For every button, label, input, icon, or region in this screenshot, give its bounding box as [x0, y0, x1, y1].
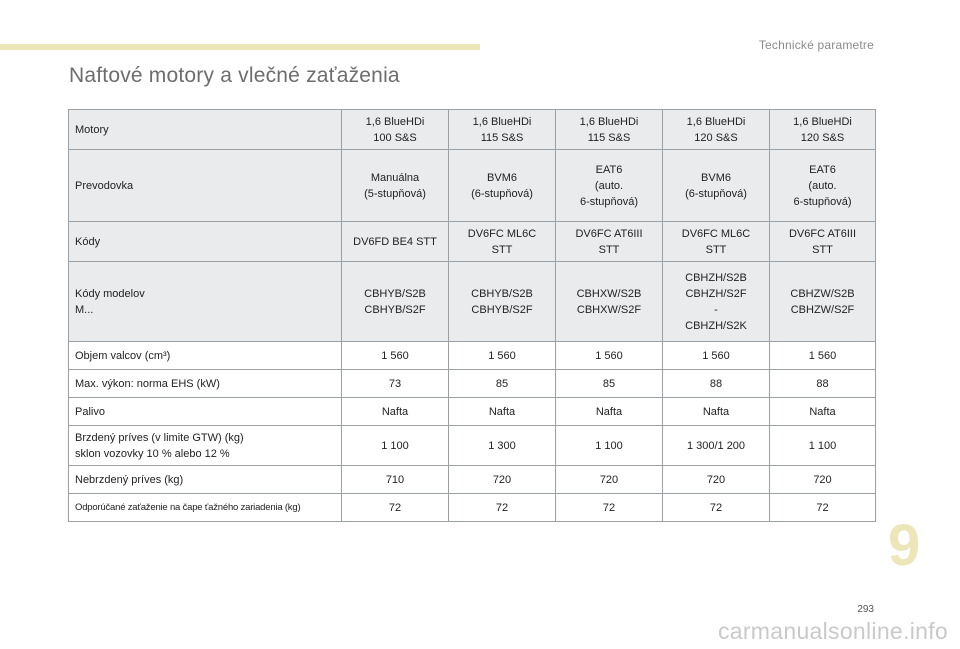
cell-value: BVM6 (6-stupňová)	[449, 150, 556, 222]
watermark: carmanualsonline.info	[717, 618, 948, 644]
cell-value: Nafta	[556, 398, 663, 426]
cell-value: 1 560	[770, 342, 876, 370]
row-unbraked-trailer	[69, 466, 876, 494]
row-label: Objem valcov (cm³)	[69, 342, 342, 370]
cell-value: 720	[770, 466, 876, 494]
cell-value: 88	[663, 370, 770, 398]
cell-value: 88	[770, 370, 876, 398]
row-fuel	[69, 398, 876, 426]
row-label: Kódy	[69, 222, 342, 262]
cell-value: CBHZH/S2B CBHZH/S2F - CBHZH/S2K	[663, 262, 770, 342]
row-label: Palivo	[69, 398, 342, 426]
cell-value: 1 100	[770, 426, 876, 466]
row-max-power	[69, 370, 876, 398]
row-model-codes	[69, 262, 876, 342]
engine-spec-table	[68, 109, 876, 522]
section-label: Technické parametre	[758, 38, 874, 52]
cell-value: 72	[663, 494, 770, 522]
cell-value: EAT6 (auto. 6-stupňová)	[770, 150, 876, 222]
cell-value: 73	[342, 370, 449, 398]
cell-value: 1,6 BlueHDi 100 S&S	[342, 110, 449, 150]
cell-value: 720	[449, 466, 556, 494]
cell-value: Nafta	[342, 398, 449, 426]
row-label: Nebrzdený príves (kg)	[69, 466, 342, 494]
row-gearbox	[69, 150, 876, 222]
cell-value: 1,6 BlueHDi 115 S&S	[556, 110, 663, 150]
row-codes	[69, 222, 876, 262]
cell-value: 710	[342, 466, 449, 494]
page-title: Naftové motory a vlečné zaťaženia	[69, 64, 400, 87]
cell-value: 85	[556, 370, 663, 398]
row-label: Brzdený príves (v limite GTW) (kg) sklon vozovky 10 % alebo 12 %	[69, 426, 342, 466]
top-accent-bar	[0, 44, 480, 50]
cell-value: 1 300	[449, 426, 556, 466]
cell-value: Nafta	[449, 398, 556, 426]
cell-value: CBHXW/S2B CBHXW/S2F	[556, 262, 663, 342]
cell-value: 72	[770, 494, 876, 522]
cell-value: 72	[449, 494, 556, 522]
cell-value: BVM6 (6-stupňová)	[663, 150, 770, 222]
cell-value: DV6FC ML6C STT	[663, 222, 770, 262]
row-label: Odporúčané zaťaženie na čape ťažného zariadenia (kg)	[69, 494, 342, 522]
row-braked-trailer	[69, 426, 876, 466]
cell-value: EAT6 (auto. 6-stupňová)	[556, 150, 663, 222]
cell-value: 720	[556, 466, 663, 494]
row-label: Prevodovka	[69, 150, 342, 222]
row-label: Motory	[69, 110, 342, 150]
cell-value: 1 100	[556, 426, 663, 466]
cell-value: 1 300/1 200	[663, 426, 770, 466]
cell-value: Nafta	[770, 398, 876, 426]
cell-value: 72	[556, 494, 663, 522]
cell-value: 72	[342, 494, 449, 522]
cell-value: CBHYB/S2B CBHYB/S2F	[449, 262, 556, 342]
cell-value: 1 560	[342, 342, 449, 370]
cell-value: DV6FD BE4 STT	[342, 222, 449, 262]
cell-value: 720	[663, 466, 770, 494]
row-displacement	[69, 342, 876, 370]
cell-value: 1,6 BlueHDi 115 S&S	[449, 110, 556, 150]
cell-value: 1 560	[449, 342, 556, 370]
cell-value: Nafta	[663, 398, 770, 426]
cell-value: 1 560	[663, 342, 770, 370]
cell-value: DV6FC AT6III STT	[770, 222, 876, 262]
row-hitch-load	[69, 494, 876, 522]
row-engines	[69, 110, 876, 150]
cell-value: 85	[449, 370, 556, 398]
cell-value: CBHZW/S2B CBHZW/S2F	[770, 262, 876, 342]
cell-value: DV6FC ML6C STT	[449, 222, 556, 262]
chapter-number: 9	[888, 513, 921, 578]
cell-value: CBHYB/S2B CBHYB/S2F	[342, 262, 449, 342]
row-label: Kódy modelov M...	[69, 262, 342, 342]
cell-value: Manuálna (5-stupňová)	[342, 150, 449, 222]
cell-value: 1 560	[556, 342, 663, 370]
page-number: 293	[857, 604, 874, 615]
row-label: Max. výkon: norma EHS (kW)	[69, 370, 342, 398]
cell-value: DV6FC AT6III STT	[556, 222, 663, 262]
cell-value: 1,6 BlueHDi 120 S&S	[770, 110, 876, 150]
cell-value: 1,6 BlueHDi 120 S&S	[663, 110, 770, 150]
cell-value: 1 100	[342, 426, 449, 466]
